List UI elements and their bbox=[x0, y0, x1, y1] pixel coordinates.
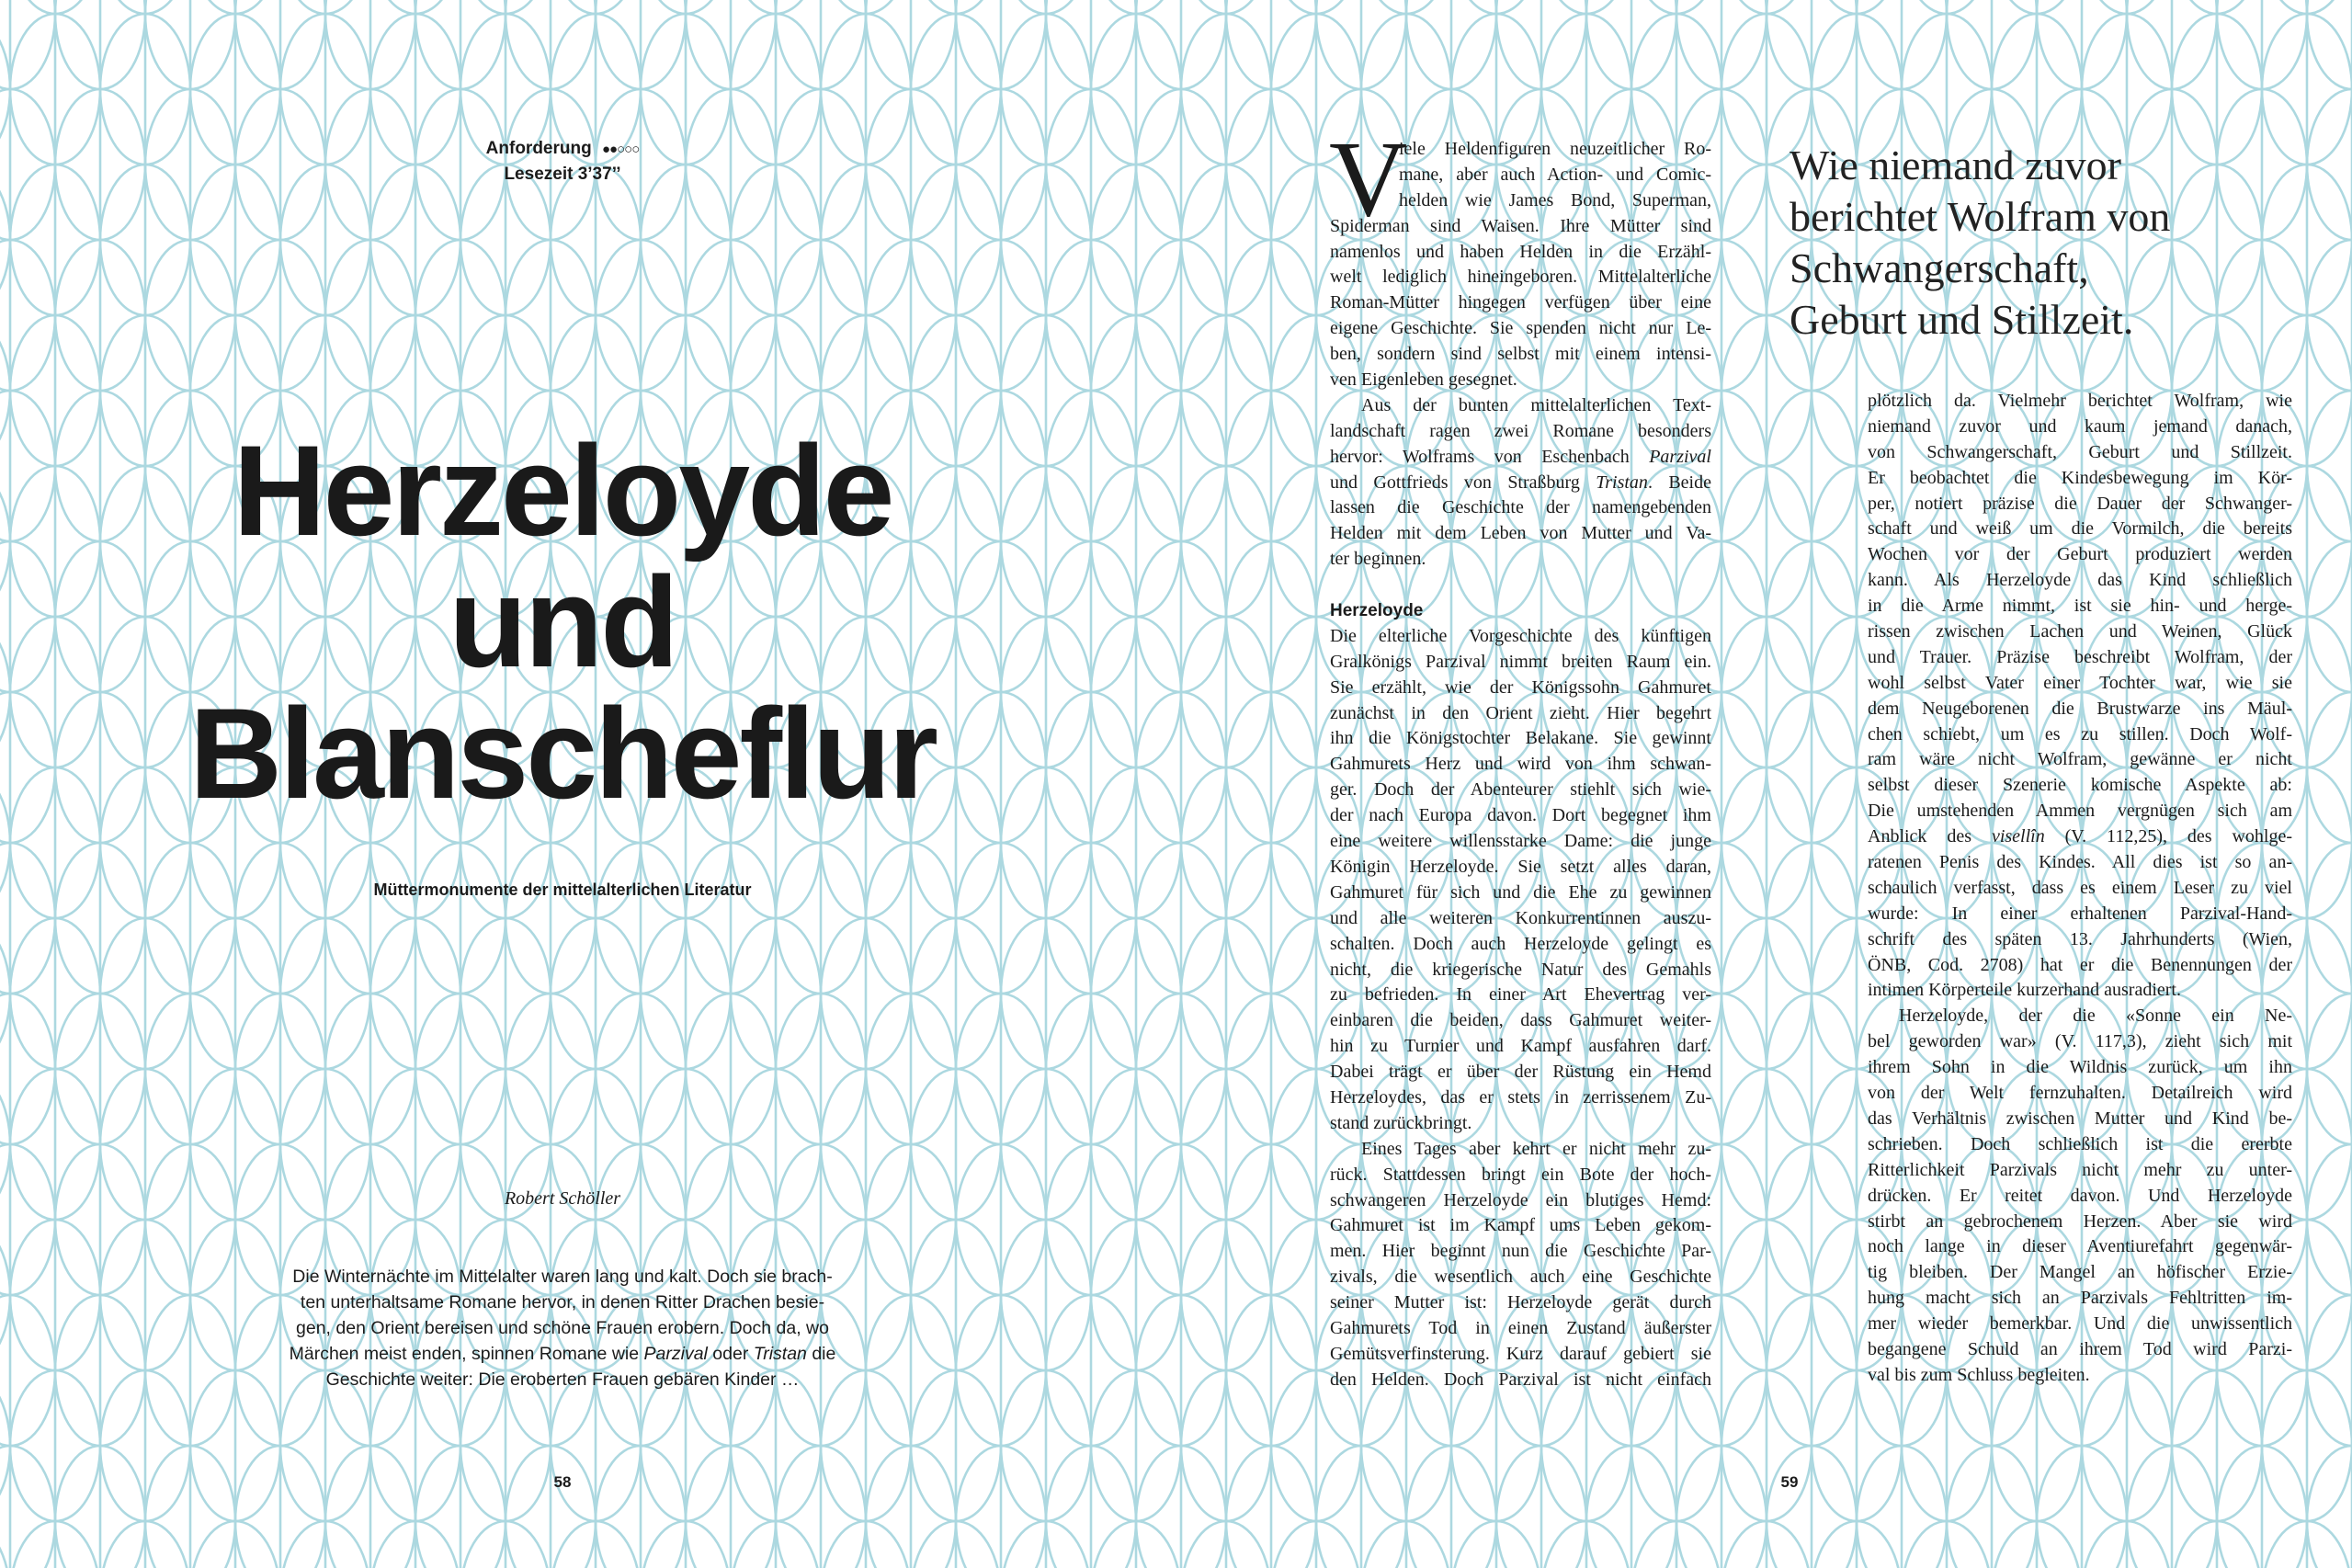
text-line: Königin Herzeloyde. Sie setzt alles daran, bbox=[1330, 856, 1711, 877]
italic-text: Tristan bbox=[753, 1344, 807, 1364]
text-line: chen schiebt, um es zu stillen. Doch Wolf- bbox=[1868, 723, 2292, 744]
pull-quote-line: berichtet Wolfram von bbox=[1790, 193, 2171, 240]
text-line: Herzeloydes, das er stets in zerrissenem Zu- bbox=[1330, 1086, 1711, 1108]
text-line: und Trauer. Präzise beschreibt Wolfram, der bbox=[1868, 646, 2292, 667]
text-line: schaft und weiß um die Vormilch, die bereits bbox=[1868, 518, 2292, 540]
text-line: ÖNB, Cod. 2708) hat er die Benennungen der bbox=[1868, 954, 2292, 975]
text-line: zivals, die wesentlich auch eine Geschichte bbox=[1330, 1267, 1711, 1288]
text-line: nicht, die kriegerische Natur des Gemahls bbox=[1330, 959, 1711, 980]
text-line: tig bleiben. Der Mangel an höfischer Erzie- bbox=[1868, 1262, 2292, 1283]
text-line: das Verhältnis zwischen Mutter und Kind be- bbox=[1868, 1108, 2292, 1129]
title-line: und bbox=[449, 550, 676, 694]
text-line: Er beobachtet die Kindesbewegung im Kör- bbox=[1868, 467, 2292, 488]
text-line: den Helden. Doch Parzival ist nicht einfach bbox=[1330, 1369, 1711, 1390]
text-line bbox=[1330, 471, 1711, 496]
intro-line: Geschichte weiter: Die eroberten Frauen gebären Kinder … bbox=[325, 1369, 800, 1390]
text-line: von Schwangerschaft, Geburt und Stillzeit. bbox=[1868, 441, 2292, 462]
text-line bbox=[1868, 824, 2292, 850]
text-line: Roman-Mütter hingegen verfügen über eine bbox=[1330, 292, 1711, 313]
text-line: ben, sondern sind selbst mit einem intensi- bbox=[1330, 344, 1711, 365]
text-line: men. Hier beginnt nun die Geschichte Par- bbox=[1330, 1241, 1711, 1262]
text-line: bel geworden war» (V. 117,3), zieht sich mit bbox=[1868, 1031, 2292, 1052]
pull-quote-line: Geburt und Stillzeit. bbox=[1790, 296, 2134, 343]
pull-quote-line: Wie niemand zuvor bbox=[1790, 142, 2121, 188]
difficulty-label: Anforderung bbox=[485, 139, 592, 158]
text-line: stirbt an gebrochenem Herzen. Aber sie wird bbox=[1868, 1210, 2292, 1232]
text-line: dem Neugeborenen die Brustwarze ins Mäul- bbox=[1868, 698, 2292, 719]
text-line: Gemütsverfinsterung. Kurz darauf gebiert sie bbox=[1330, 1343, 1711, 1364]
text-line: ger. Doch der Abenteurer stiehlt sich wie- bbox=[1330, 779, 1711, 801]
text-line: ter beginnen. bbox=[1330, 549, 1426, 570]
text-line bbox=[1330, 445, 1711, 471]
text-line: Die elterliche Vorgeschichte des künftigen bbox=[1330, 625, 1711, 646]
text-line: schwangeren Herzeloyde ein blutiges Hemd: bbox=[1330, 1189, 1711, 1210]
difficulty-rating bbox=[379, 136, 746, 163]
text-line: hung macht sich an Parzivals Fehltritten im- bbox=[1868, 1288, 2292, 1309]
text-line: Aus der bunten mittelalterlichen Text- bbox=[1361, 394, 1711, 415]
text-line: lassen die Geschichte der namengebenden bbox=[1330, 497, 1711, 518]
text-line: stand zurückbringt. bbox=[1330, 1112, 1472, 1133]
italic-text: Parzival bbox=[643, 1344, 708, 1364]
text-line: der nach Europa davon. Dort begegnet ihm bbox=[1330, 805, 1711, 826]
text-line: per, notiert präzise die Dauer der Schwanger- bbox=[1868, 493, 2292, 514]
text-line: Sie erzählt, wie der Königssohn Gahmuret bbox=[1330, 676, 1711, 698]
text-line: iele Heldenfiguren neuzeitlicher Ro- bbox=[1399, 139, 1711, 159]
text-line: zunächst in den Orient zieht. Hier begehrt bbox=[1330, 702, 1711, 723]
text-line: schalten. Doch auch Herzeloyde gelingt es bbox=[1330, 933, 1711, 954]
intro-line: ten unterhaltsame Romane hervor, in denen Ritter Drachen besie- bbox=[300, 1292, 825, 1312]
text-line: intimen Körperteile kurzerhand ausradiert. bbox=[1868, 980, 2181, 1001]
text-line: eine weitere willensstarke Dame: die junge bbox=[1330, 831, 1711, 852]
text-line: in die Arme nimmt, ist sie hin- und herge- bbox=[1868, 596, 2292, 617]
text-line: ram wäre nicht Wolfram, gewänne er nicht bbox=[1868, 749, 2292, 770]
text-line: Dabei trägt er über der Rüstung ein Hemd bbox=[1330, 1062, 1711, 1083]
text-line: landschaft ragen zwei Romane besonders bbox=[1330, 420, 1711, 441]
text-line: wohl selbst Vater einer Tochter war, wie sie bbox=[1868, 672, 2292, 693]
text-line: begangene Schuld an ihrem Tod wird Parzi- bbox=[1868, 1338, 2292, 1359]
italic-text: visellîn bbox=[1991, 826, 2045, 847]
section-heading: Herzeloyde bbox=[1330, 601, 1424, 621]
text-line: mane, aber auch Action- und Comic- bbox=[1399, 164, 1711, 185]
text-line: ven Eigenleben gesegnet. bbox=[1330, 369, 1517, 391]
text-run: hervor: Wolframs von Eschenbach bbox=[1330, 446, 1650, 467]
page-number-right: 59 bbox=[1780, 1473, 1799, 1491]
text-line: Gahmuret für sich und die Ehe zu gewinnen bbox=[1330, 881, 1711, 903]
text-line: einbaren die beiden, dass Gahmuret weiter- bbox=[1330, 1010, 1711, 1031]
text-line: Gahmuret ist im Kampf ums Leben gekom- bbox=[1330, 1215, 1711, 1236]
text-line: selbst dieser Szenerie komische Aspekte ab: bbox=[1868, 775, 2292, 796]
text-line: Wochen vor der Geburt produziert werden bbox=[1868, 544, 2292, 565]
text-line: Ritterlichkeit Parzivals nicht mehr zu unter- bbox=[1868, 1159, 2292, 1180]
text-line: mer wieder bemerkbar. Und die unwissentlich bbox=[1868, 1313, 2292, 1335]
text-line bbox=[1330, 573, 1711, 598]
text-line: rück. Stattdessen bringt ein Bote der hoch- bbox=[1330, 1164, 1711, 1185]
text-line: schrieben. Doch schließlich ist die ererbte bbox=[1868, 1133, 2292, 1154]
text-line: wurde: In einer erhaltenen Parzival-Hand- bbox=[1868, 903, 2292, 924]
text-line: Gralkönigs Parzival nimmt breiten Raum ein. bbox=[1330, 651, 1711, 672]
difficulty-dots: ●●○○○ bbox=[602, 142, 640, 157]
text-line: zu befrieden. In einer Art Ehevertrag ver- bbox=[1330, 984, 1711, 1006]
body-column-2 bbox=[1868, 389, 2292, 1389]
text-line: Herzeloyde, der die «Sonne ein Ne- bbox=[1899, 1006, 2292, 1027]
pull-quote bbox=[1790, 140, 2170, 346]
text-line: Gahmurets Tod in einen Zustand äußerster bbox=[1330, 1317, 1711, 1338]
text-line: hin zu Turnier und Kampf ausfahren darf. bbox=[1330, 1036, 1711, 1057]
drop-cap: V bbox=[1329, 119, 1408, 239]
text-run: und Gottfrieds von Straßburg bbox=[1330, 472, 1596, 493]
text-line: Die umstehenden Ammen vergnügen sich am bbox=[1868, 801, 2292, 822]
text-line: helden wie James Bond, Superman, bbox=[1399, 189, 1711, 210]
text-line: namenlos und haben Helden in die Erzähl- bbox=[1330, 241, 1711, 262]
text-run: Märchen meist enden, spinnen Romane wie bbox=[289, 1344, 644, 1364]
text-line: welt lediglich hineingeboren. Mittelalterliche bbox=[1330, 267, 1711, 288]
text-run: oder bbox=[707, 1344, 754, 1364]
intro-line: Die Winternächte im Mittelalter waren lang und kalt. Doch sie brach- bbox=[292, 1267, 833, 1287]
article-subtitle: Müttermonumente der mittelalterlichen Literatur bbox=[373, 881, 752, 899]
article-intro bbox=[268, 1264, 857, 1392]
article-title bbox=[103, 418, 1022, 825]
text-line: und alle weiteren Konkurrentinnen auszu- bbox=[1330, 907, 1711, 928]
author-byline: Robert Schöller bbox=[504, 1188, 621, 1209]
pull-quote-line: Schwangerschaft, bbox=[1790, 244, 2089, 291]
italic-text: Parzival bbox=[1649, 446, 1711, 467]
text-line: eigene Geschichte. Sie spenden nicht nur Le- bbox=[1330, 318, 1711, 339]
text-line: Helden mit dem Leben von Mutter und Va- bbox=[1330, 523, 1711, 544]
intro-line: gen, den Orient bereisen und schöne Frauen erobern. Doch da, wo bbox=[296, 1318, 829, 1338]
text-line: Spiderman sind Waisen. Ihre Mütter sind bbox=[1330, 215, 1711, 236]
title-line: Herzeloyde bbox=[233, 418, 892, 562]
text-line: von der Welt fernzuhalten. Detailreich wird bbox=[1868, 1083, 2292, 1104]
text-line: noch lange in dieser Aventiurefahrt gegenwär- bbox=[1868, 1236, 2292, 1257]
italic-text: Tristan bbox=[1596, 472, 1648, 493]
text-line: val bis zum Schluss begleiten. bbox=[1868, 1364, 2090, 1385]
body-column-1 bbox=[1330, 137, 1711, 1393]
text-line: schrift des späten 13. Jahrhunderts (Wien, bbox=[1868, 928, 2292, 949]
text-line: ratenen Penis des Kindes. All dies ist so an- bbox=[1868, 852, 2292, 873]
text-line: schaulich verfasst, dass es einem Leser zu viel bbox=[1868, 877, 2292, 898]
text-line: seiner Mutter ist: Herzeloyde gerät durch bbox=[1330, 1292, 1711, 1313]
text-line: kann. Als Herzeloyde das Kind schließlich bbox=[1868, 570, 2292, 591]
text-line: ihn die Königstochter Belakane. Sie gewinnt bbox=[1330, 728, 1711, 749]
text-run: . Beide bbox=[1647, 472, 1711, 493]
reading-time: Lesezeit 3’37’’ bbox=[504, 165, 621, 184]
page-number-left: 58 bbox=[553, 1473, 572, 1491]
text-run: (V. 112,25), des wohlge- bbox=[2044, 826, 2292, 847]
text-run: die bbox=[806, 1344, 836, 1364]
text-line: plötzlich da. Vielmehr berichtet Wolfram, wie bbox=[1868, 391, 2292, 411]
title-line: Blanscheflur bbox=[189, 681, 936, 825]
intro-line bbox=[268, 1341, 857, 1367]
text-line: ihrem Sohn in die Wildnis zurück, um ihn bbox=[1868, 1057, 2292, 1078]
text-line: niemand zuvor und kaum jemand danach, bbox=[1868, 415, 2292, 437]
text-run: Anblick des bbox=[1868, 826, 1992, 847]
text-line: rissen zwischen Lachen und Weinen, Glück bbox=[1868, 621, 2292, 642]
text-line: Eines Tages aber kehrt er nicht mehr zu- bbox=[1361, 1138, 1711, 1159]
text-line: Gahmurets Herz und wird von ihm schwan- bbox=[1330, 754, 1711, 775]
text-line: drücken. Er reitet davon. Und Herzeloyde bbox=[1868, 1185, 2292, 1206]
